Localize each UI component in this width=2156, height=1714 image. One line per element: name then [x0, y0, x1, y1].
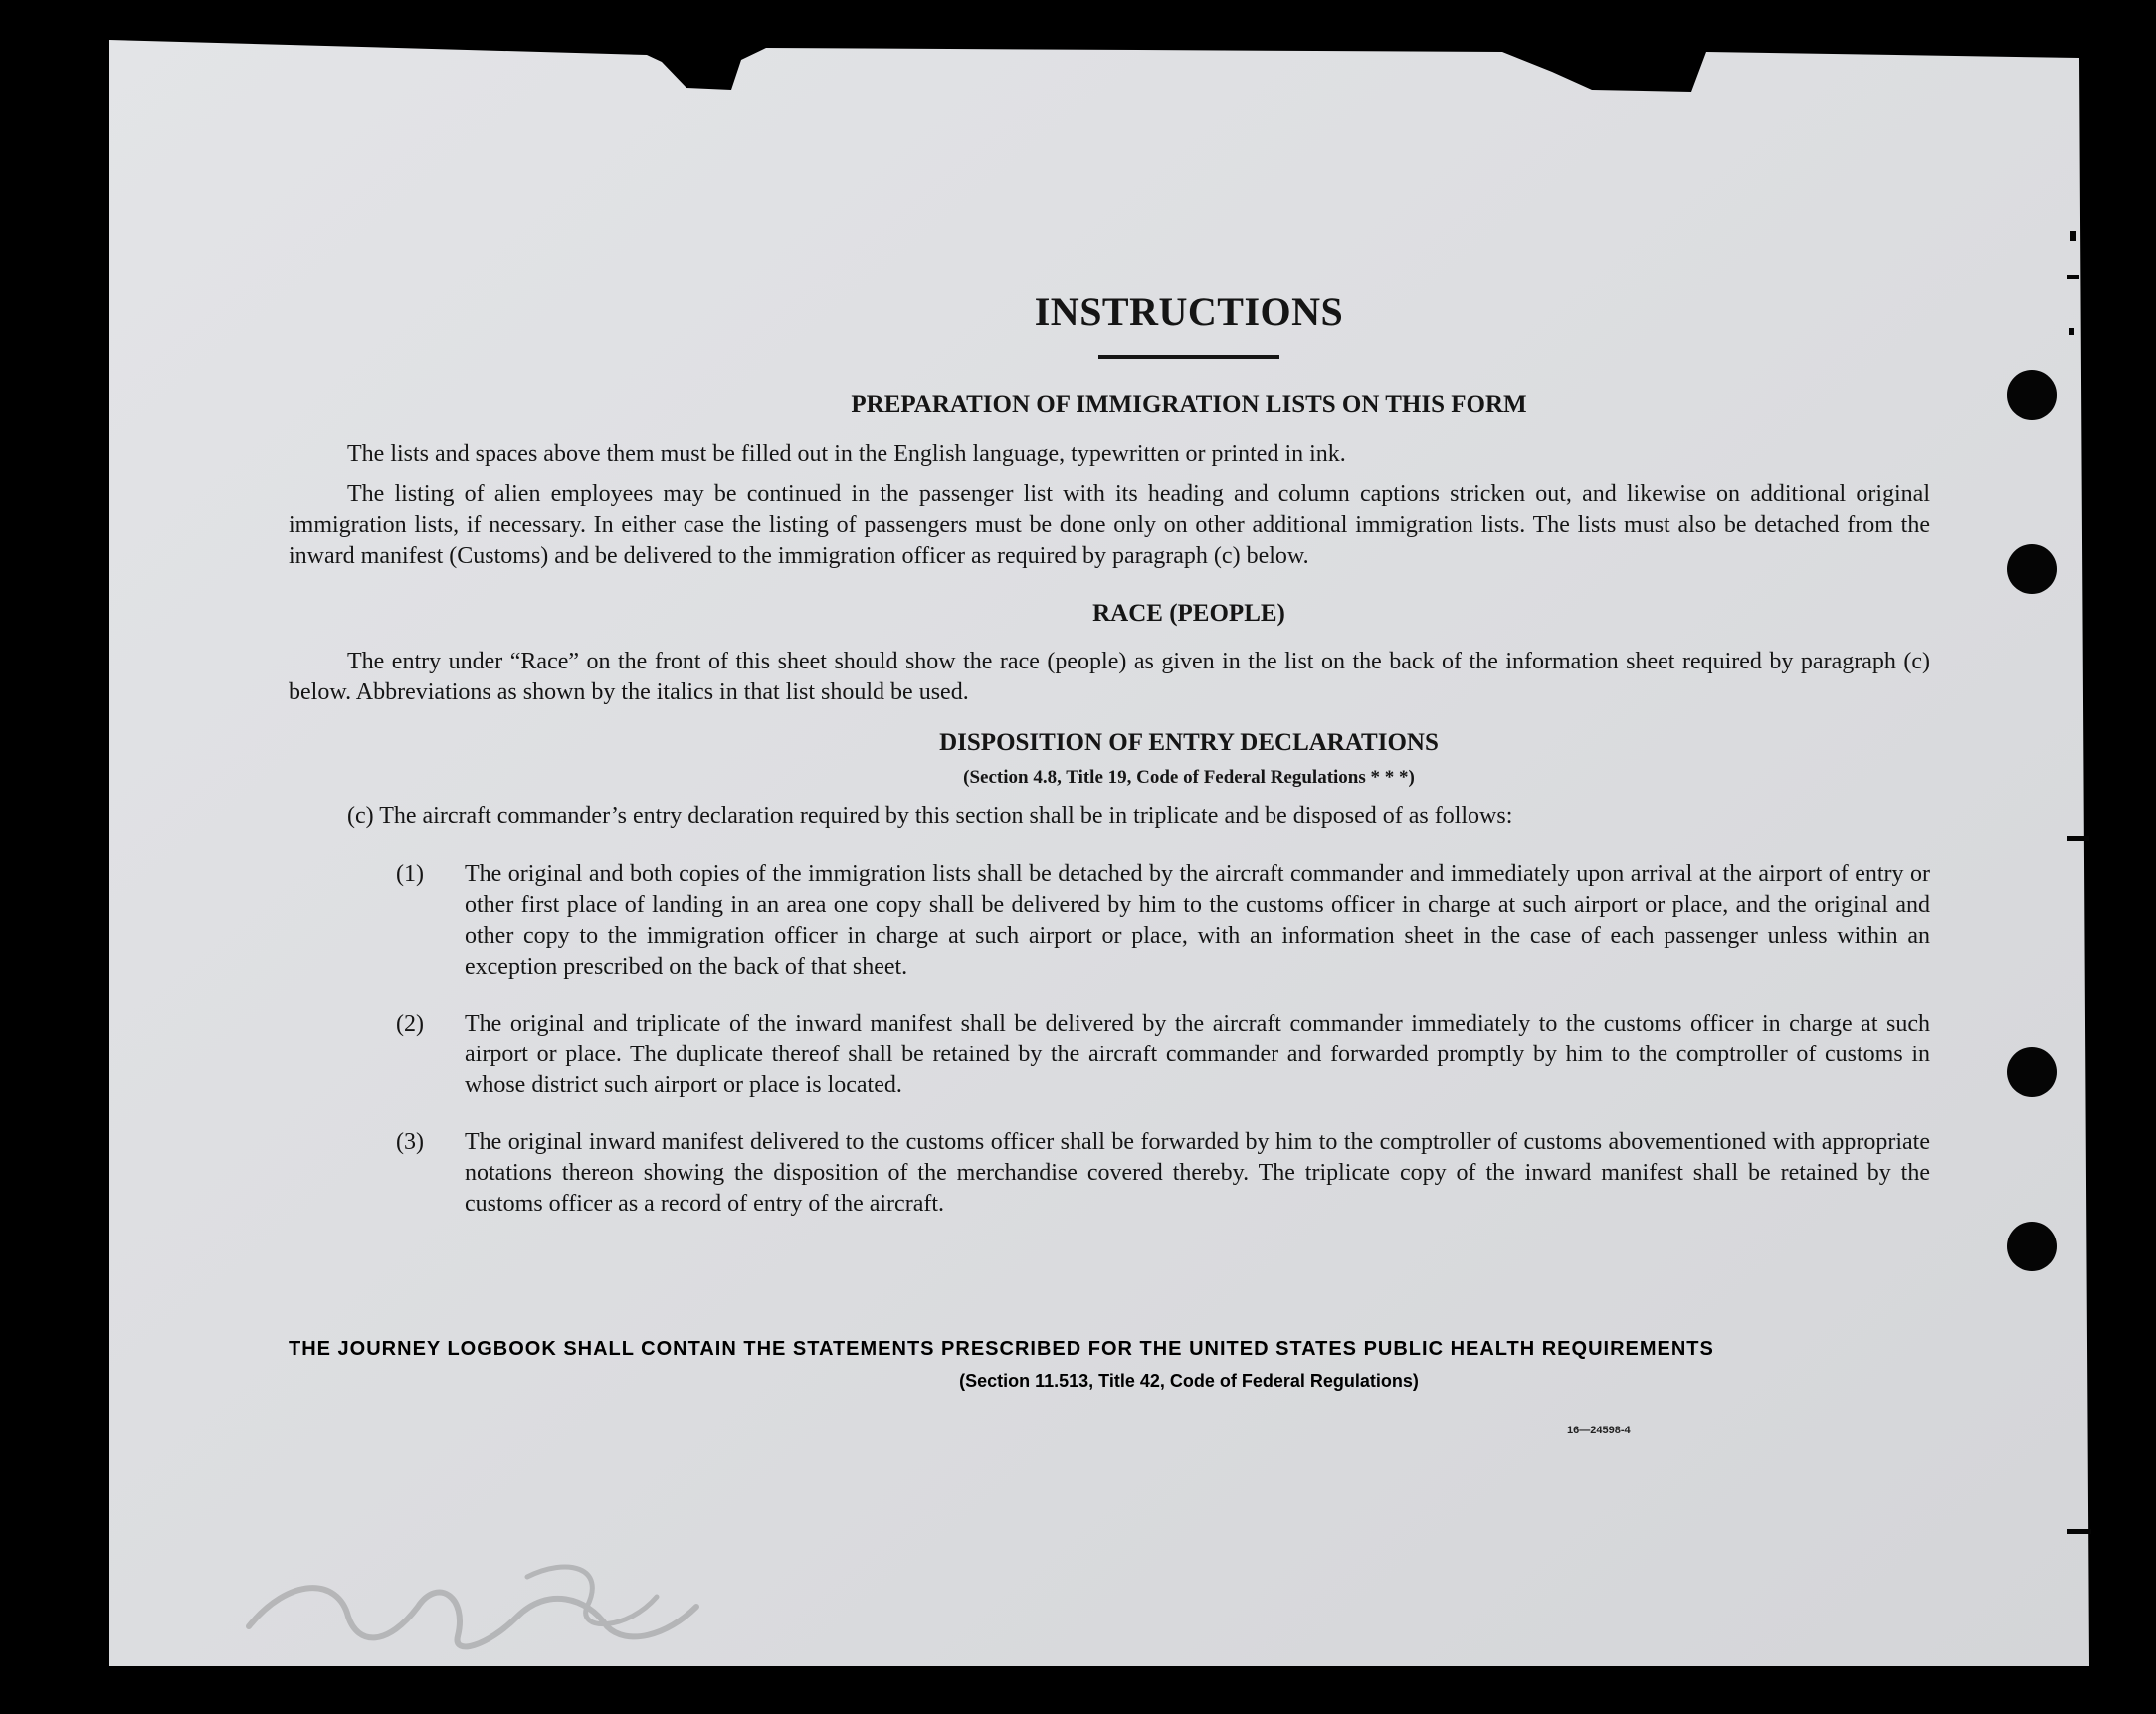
section-heading-preparation: PREPARATION OF IMMIGRATION LISTS ON THIS FORM	[851, 391, 1527, 418]
title-underline	[1098, 355, 1279, 359]
page-title: INSTRUCTIONS	[1034, 289, 1344, 334]
list-item-number: (1)	[396, 861, 424, 887]
list-item-text: The original and triplicate of the inward manifest shall be delivered by the aircraft commander immediately to the customs officer in charge at such airport or place. The duplicate thereof shall be retained by the aircraft commander and forwarded promptly by him to the comptroller of customs in whose district such airport or place is located.	[465, 1011, 1930, 1098]
punch-hole	[2007, 544, 2057, 594]
punch-hole	[2007, 1047, 2057, 1097]
instructions-content	[289, 288, 1930, 1220]
list-item	[289, 1009, 1930, 1101]
list-item	[289, 1127, 1930, 1220]
paragraph: The listing of alien employees may be continued in the passenger list with its heading and column captions stricken out, and likewise on additional original immigration lists, if necessary. In either case the listing of passengers must be done only on other additional immigration lists. The lists must also be detached from the inward manifest (Customs) and be delivered to the immigration officer as required by paragraph (c) below.	[289, 481, 1930, 569]
edge-mark	[2067, 1529, 2091, 1534]
edge-mark	[2070, 231, 2076, 241]
edge-mark	[2067, 836, 2089, 841]
footer-citation: (Section 11.513, Title 42, Code of Federal Regulations)	[959, 1371, 1419, 1391]
section-heading-race: RACE (PEOPLE)	[1092, 600, 1285, 627]
section-citation: (Section 4.8, Title 19, Code of Federal Regulations * * *)	[963, 767, 1415, 788]
form-number: 16—24598-4	[1567, 1425, 1631, 1436]
list-item-number: (3)	[396, 1129, 424, 1155]
paragraph: The lists and spaces above them must be filled out in the English language, typewritten or printed in ink.	[347, 441, 1346, 467]
edge-mark	[2069, 328, 2074, 335]
edge-mark	[2067, 275, 2079, 279]
list-item-text: The original and both copies of the immigration lists shall be detached by the aircraft commander and immediately upon arrival at the airport of entry or other first place of landing in an area one copy shall be delivered by him to the customs officer in charge at such airport or place, and the original and other copy to the immigration officer in charge at such airport or place, with an information sheet in the case of each passenger unless within an exception prescribed on the back of that sheet.	[465, 861, 1930, 980]
signature-mark	[229, 1537, 786, 1676]
paragraph-c: (c) The aircraft commander’s entry declaration required by this section shall be in triplicate and be disposed of as follows:	[347, 803, 1513, 829]
footer-heading: THE JOURNEY LOGBOOK SHALL CONTAIN THE STATEMENTS PRESCRIBED FOR THE UNITED STATES PUBLIC HEALTH REQUIREMENTS	[289, 1338, 1714, 1360]
punch-hole	[2007, 1222, 2057, 1271]
paragraph: The entry under “Race” on the front of this sheet should show the race (people) as given in the list on the back of the information sheet required by paragraph (c) below. Abbreviations as shown by the italics in that list should be used.	[289, 649, 1930, 705]
section-heading-disposition: DISPOSITION OF ENTRY DECLARATIONS	[939, 729, 1439, 756]
punch-hole	[2007, 370, 2057, 420]
list-item	[289, 859, 1930, 983]
list-item-text: The original inward manifest delivered to the customs officer shall be forwarded by him to the comptroller of customs abovementioned with appropriate notations thereon showing the disposition of the merchandise covered thereby. The triplicate copy of the inward manifest shall be retained by the customs officer as a record of entry of the aircraft.	[465, 1129, 1930, 1217]
footer	[289, 1338, 1930, 1392]
list-item-number: (2)	[396, 1011, 424, 1037]
